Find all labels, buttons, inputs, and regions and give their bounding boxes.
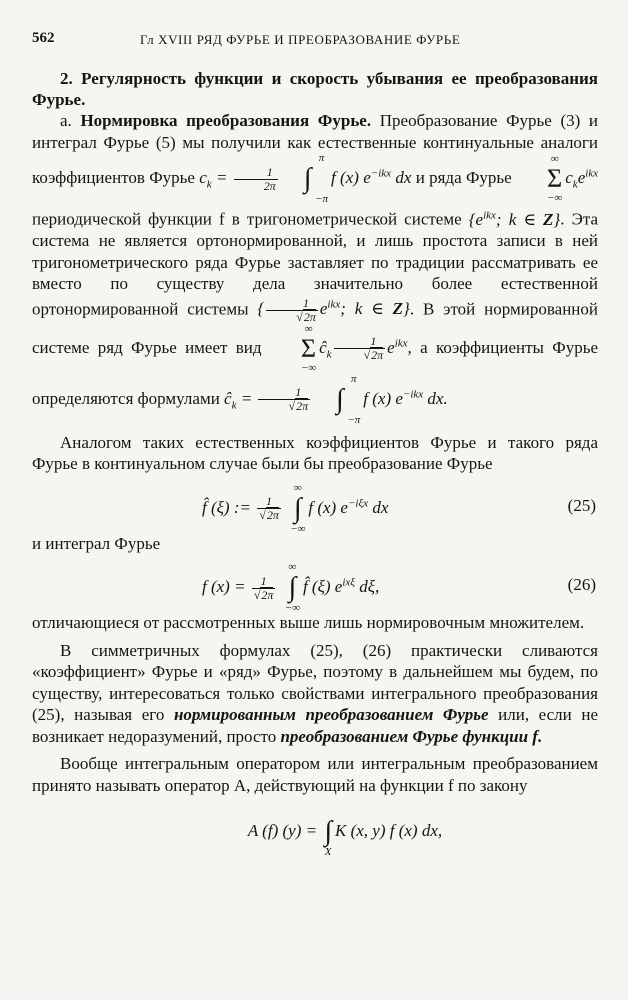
equation-26	[32, 554, 598, 615]
equation-number: (25)	[567, 495, 596, 515]
formula-normalized-coefficient: $ĉ_k$ = $\frac{1}{√2\pi}$ π ∫ −π f (x) $e^{-ikx}$ dx.	[224, 372, 448, 426]
subsection-label: а.	[60, 111, 72, 130]
text-fragment: или, если не возникает недоразумений, просто	[32, 705, 599, 746]
formula-normalized-series: ∞ Σ −∞ $ĉ_k$ $\frac{1}{√2\pi}$ $e^{ikx}$	[300, 322, 408, 374]
formula-coefficient: $c_k$ = $\frac{1}{2\pi}$ π ∫ −π f (x) $e^{-ikx}$ dx	[199, 152, 412, 205]
formula-fourier-transform: f̂ (ξ) := $\frac{1}{√2\pi}$ ∞ ∫ −∞ f (x) $e^{-i\xi x}$ dx	[202, 481, 389, 535]
paragraph-difference: отличающиеся от рассмотренных выше лишь нормировочным множителем.	[32, 613, 585, 633]
text-fragment: Фурье	[465, 167, 512, 187]
text-fragment: Преобразование Фурье (3) и интеграл Фурье (5) мы получили как естественные континуальные аналоги коэффициентов Фурье	[32, 111, 599, 187]
formula-series: ∞ Σ −∞ $c_ke^{ikx}$	[546, 153, 599, 204]
page-header	[32, 30, 598, 54]
text-fragment: . Эта система не является ортонормированной, и лишь простота записи в ней тригонометрического ряда Фурье заставляет по традиции рассматривать ее вместо по существу дела значительно более естественной ортонормированной системы	[32, 209, 598, 319]
paragraph-operator: Вообще интегральным оператором или интегральным преобразованием принято называть оператор A, действующий на функции f по закону	[32, 754, 598, 795]
formula-system: {$e^{ikx}$; k ∈ Z}	[468, 209, 561, 229]
text-fragment: и ряда	[415, 167, 462, 187]
text-fragment: В симметричных формулах (25), (26) практически сливаются «коэффициент» Фурье и «ряд» Фурье, поэтому в дальнейшем мы будем, по существу, интересоваться только свойствами интегрального преобразования (25), называя его	[32, 640, 598, 725]
subsection-title: Нормировка преобразования Фурье.	[80, 111, 372, 130]
text-fragment: . В этой нормированной системе ряд Фурье имеет вид	[32, 299, 598, 357]
paragraph-analog: Аналогом таких естественных коэффициентов Фурье и такого ряда Фурье в континуальном случае были бы преобразование Фурье	[32, 432, 598, 474]
formula-fourier-integral: f (x) = $\frac{1}{√2\pi}$ ∞ ∫ −∞ f̂ (ξ) $e^{ix\xi}$ dξ,	[202, 561, 380, 615]
equation-25	[32, 475, 598, 533]
page-number: 562	[32, 30, 55, 46]
section-title: 2. Регулярность функции и скорость убывания ее преобразования Фурье.	[32, 69, 598, 109]
paragraph-normalization	[32, 110, 598, 426]
term-normalized-transform: нормированным преобразованием Фурье	[173, 705, 489, 725]
page-body	[32, 64, 599, 859]
integral-label: и интеграл Фурье	[32, 533, 161, 553]
running-title: Гл XVIII РЯД ФУРЬЕ И ПРЕОБРАЗОВАНИЕ ФУРЬЕ	[140, 32, 461, 47]
formula-orthonormal-system: { $\frac{1}{√2\pi}$ $e^{ikx}$; k ∈ Z}	[257, 295, 410, 324]
equation-number: (26)	[567, 575, 596, 595]
text-fragment: , а коэффициенты Фурье определяются формулами	[32, 337, 599, 408]
term-fourier-transform: преобразованием Фурье функции f.	[280, 726, 543, 746]
formula-integral-operator: A (f) (y) = ∫ X K (x, y) f (x) dx,	[247, 816, 443, 859]
paragraph-symmetric	[32, 640, 598, 748]
text-fragment: периодической функции f в тригонометрической системе	[32, 209, 462, 229]
